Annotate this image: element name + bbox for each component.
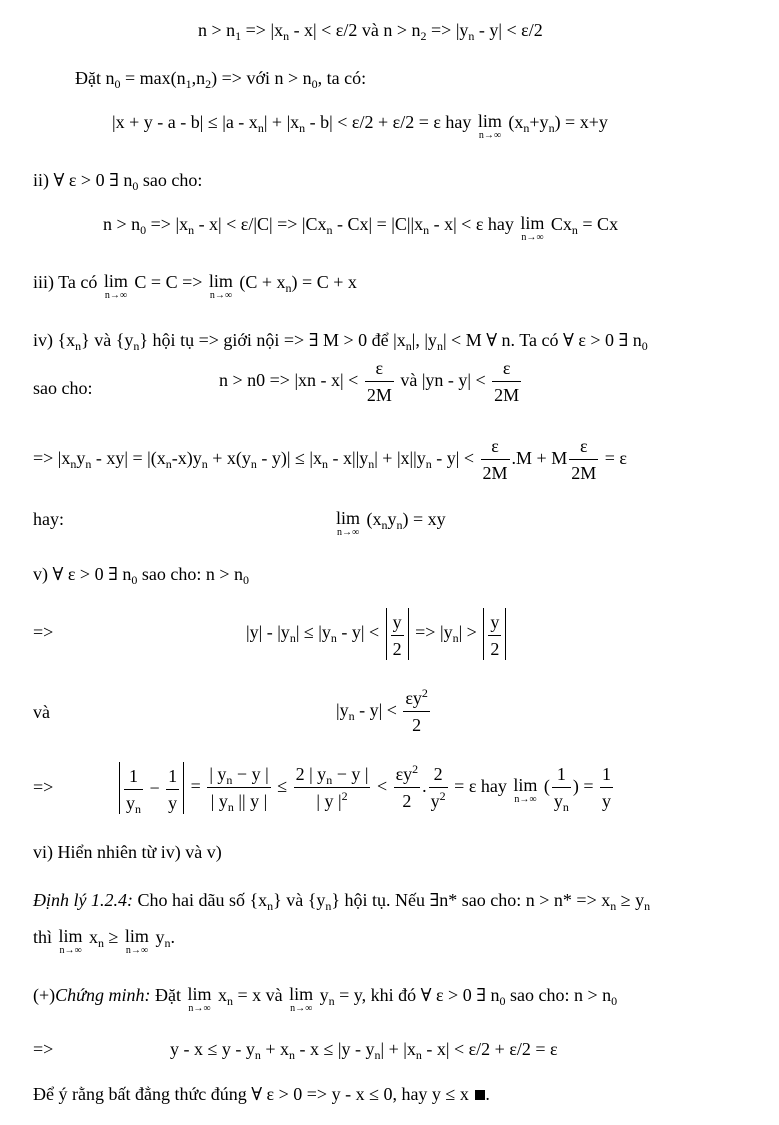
fraction: $\frac{\varepsilon y^2}{2}$ [395,762,419,812]
fraction: $\frac{1}{y_n}$ [126,766,141,817]
line-17: thì lim n→∞ $x_n$ ≥ lim n→∞ $y_n$. [33,926,175,956]
line-7: iv) $\{x_n\}$ và $\{y_n\}$ hội tụ => giới nội => ∃ M > 0 để $|x_n|$, $|y_n| < M$ ∀ n. Ta có ∀ ε > 0 ∃ $n_0$ [33,330,648,353]
absolute-value: $\frac{1}{y_n}$ − $\frac{1}{y}$ [119,762,184,814]
fraction: $\frac{1}{y_n}$ [553,764,569,815]
limit-operator: lim n→∞ [58,926,83,956]
line-19-label: => [33,1039,54,1059]
line-2: Đặt $n_0 = \max(n_1,n_2)$ => với $n > n_0$, ta có: [75,68,367,91]
line-14: $\frac{1}{y_n}$ − $\frac{1}{y}$ = $\frac{| y_n - y |}{| y_n || y |}$ ≤ $\frac{2 | y_n - y |}{| y |^2}$ < $\frac{\varepsilon y^2}{2}$ . $\frac{2}{y^2}$ = ε hay lim n→∞ ( $\frac{1}{y_n}$ ) = $\frac{1}{y}$ [117,760,615,814]
fraction: $\frac{2}{y^2}$ [430,764,446,812]
absolute-value [386,608,409,660]
limit-operator: lim n→∞ [187,984,212,1014]
line-19: $y - x \le y - y_n + x_n - x \le |y - y_n| + |x_n - x| < \varepsilon/2 + \varepsilon/2 = \varepsilon$ [170,1039,558,1062]
absolute-value [483,608,506,660]
proof-label: Chứng minh: [55,985,151,1005]
limit-operator: lim n→∞ [289,984,314,1014]
line-20: Để ý rằng bất đẳng thức đúng ∀ ε > 0 => y - x ≤ 0, hay y ≤ x . [33,1084,490,1104]
line-9: => $|x_ny_n - xy| = |(x_n-x)y_n + x(y_n - y)| \le |x_n - x||y_n| + |x||y_n - y|$ < $\frac{\varepsilon}{2M}$ .M + M $\frac{\varepsilon}{2M}$ = ε [33,436,627,484]
limit-operator: lim n→∞ [124,926,149,956]
theorem-label: Định lý 1.2.4: [33,890,133,910]
qed-square-icon [475,1090,485,1100]
limit-operator: lim n→∞ [513,775,538,805]
line-5: $n > n_0 => |x_n - x| < \varepsilon/|C| => |Cx_n - Cx| = |C||x_n - x| < \varepsilon$ hay lim n→∞ $Cx_n = Cx$ [103,213,619,243]
line-8: n > n0 => |xn - x| < $\frac{\varepsilon}{2M}$ và |yn - y| < $\frac{\varepsilon}{2M}$ [219,358,520,406]
line-13: $|y_n - y|$ < $\frac{\varepsilon y^2}{2}$ [336,686,428,736]
fraction: $\frac{\varepsilon y^2}{2}$ [405,686,428,736]
fraction: $\frac{2 | y_n - y |}{| y |^2}$ [295,764,369,812]
fraction: $\frac{1}{y}$ [602,764,612,812]
fraction: $\frac{| y_n - y |}{| y_n || y |}$ [209,764,269,815]
fraction: $\frac{\varepsilon}{2M}$ [366,358,392,406]
limit-operator: lim n→∞ [520,213,545,243]
line-10-label: hay: [33,509,64,529]
line-16: Định lý 1.2.4: Cho hai dãu số $\{x_n\}$ và $\{y_n\}$ hội tụ. Nếu ∃n* sao cho: $n > n* => x_n \ge y_n$ [33,890,651,913]
line-6: iii) Ta có lim n→∞ C = C => lim n→∞ $(C + x_n) = C + x$ [33,271,357,301]
fraction: $\frac{y}{2}$ [490,612,500,660]
line-13-label: và [33,702,50,722]
fraction: $\frac{1}{y}$ [168,766,178,814]
limit-operator: lim n→∞ [477,111,502,141]
fraction: $\frac{\varepsilon}{2M}$ [494,358,520,406]
limit-operator: lim n→∞ [336,508,361,538]
line-1: $n > n_1 => |x_n - x| < \varepsilon/2$ và $n > n_2 => |y_n - y| < \varepsilon/2$ [198,20,543,43]
line-11: v) ∀ ε > 0 ∃ $n_0$ sao cho: $n > n_0$ [33,564,249,587]
line-3: $|x + y - a - b| \le |a - x_n| + |x_n - b| < \varepsilon/2 + \varepsilon/2 = \varepsilon$ hay lim n→∞ $(x_n+y_n) = x+y$ [112,111,608,141]
line-18: (+)Chứng minh: Đặt lim n→∞ $x_n = x$ và lim n→∞ $y_n = y$, khi đó ∀ ε > 0 ∃ $n_0$ sao cho: $n > n_0$ [33,984,618,1014]
limit-operator: lim n→∞ [208,271,233,301]
line-12: $|y| - |y_n| \le |y_n - y|$ < $\frac{y}{2}$ => $|y_n|$ > $\frac{y}{2}$ [246,606,508,660]
line-12-label: => [33,622,54,642]
fraction: $\frac{\varepsilon}{2M}$ [571,436,597,484]
line-14-label: => [33,777,54,797]
line-4: ii) ∀ ε > 0 ∃ $n_0$ sao cho: [33,170,203,193]
fraction: $\frac{\varepsilon}{2M}$ [482,436,508,484]
line-10: lim n→∞ $(x_ny_n)$ = xy [336,508,446,538]
fraction: $\frac{y}{2}$ [392,612,402,660]
limit-operator: lim n→∞ [103,271,128,301]
line-15: vi) Hiển nhiên từ iv) và v) [33,842,222,862]
line-8-label: sao cho: [33,378,93,398]
